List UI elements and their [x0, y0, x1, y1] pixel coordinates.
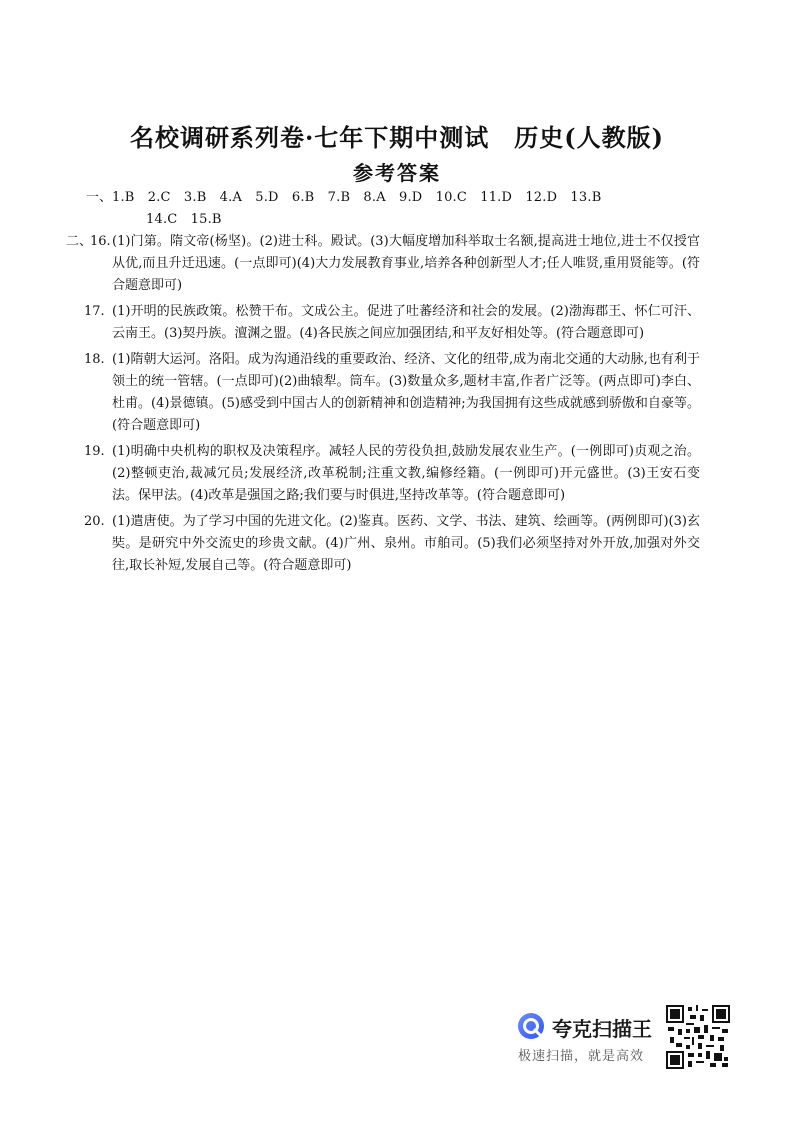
- brand-name: 夸克扫描王: [552, 1017, 652, 1041]
- answer-item: [84, 511, 700, 577]
- section-number: 一、: [85, 190, 112, 205]
- answer-item: [84, 441, 700, 507]
- answer-item: [84, 301, 700, 345]
- answer-text: (1)遣唐使。为了学习中国的先进文化。(2)鉴真。医药、文学、书法、建筑、绘画等。(两例即可)(3)玄奘。是研究中外交流史的珍贵文献。(4)广州、泉州。市舶司。(5)我们必须坚持对外开放,加强对外交往,取长补短,发展自己等。(符合题意即可): [112, 514, 700, 573]
- section-two: [65, 231, 700, 577]
- answer-text: (1)门第。隋文帝(杨坚)。(2)进士科。殿试。(3)大幅度增加科举取士名额,提高进士地位,进士不仅授官从优,而且升迁迅速。(一点即可)(4)大力发展教育事业,培养各种创新型人才;任人唯贤,重用贤能等。(符合题意即可): [112, 234, 700, 293]
- page-subtitle: 参考答案: [353, 161, 441, 185]
- answer-text: (1)开明的民族政策。松赞干布。文成公主。促进了吐蕃经济和社会的发展。(2)渤海郡王、怀仁可汗、云南王。(3)契丹族。澶渊之盟。(4)各民族之间应加强团结,和平友好相处等。(符合题意即可): [112, 304, 700, 341]
- question-number: 20.: [84, 514, 105, 529]
- section-one: [85, 187, 700, 231]
- answer-list: [65, 187, 700, 581]
- question-number: 19.: [84, 444, 105, 459]
- brand-slogan: 极速扫描，就是高效: [518, 1049, 645, 1064]
- page-title: 名校调研系列卷·七年下期中测试 历史(人教版): [129, 123, 665, 152]
- question-number: 16.: [90, 234, 111, 249]
- section-number: 二、: [65, 234, 92, 249]
- scanner-watermark: [514, 1005, 734, 1071]
- answer-text: (1)隋朝大运河。洛阳。成为沟通沿线的重要政治、经济、文化的纽带,成为南北交通的大动脉,也有利于领土的统一管辖。(一点即可)(2)曲辕犁。筒车。(3)数量众多,题材丰富,作者广泛等。(两点即可)李白、杜甫。(4)景德镇。(5)感受到中国古人的创新精神和创造精神;为我国拥有这些成就感到骄傲和自豪等。(符合题意即可): [112, 352, 700, 433]
- quark-logo-icon: [516, 1011, 546, 1041]
- question-number: 17.: [84, 304, 105, 319]
- answer-item: [84, 349, 700, 437]
- choice-answers-line-2: 14.C 15.B: [146, 212, 222, 227]
- choice-answers-line-1: 1.B 2.C 3.B 4.A 5.D 6.B 7.B 8.A 9.D 10.C 11.D 12.D 13.B: [112, 190, 602, 205]
- answer-item: [65, 231, 700, 297]
- question-number: 18.: [84, 352, 105, 367]
- qr-code-icon: [666, 1005, 730, 1069]
- answer-text: (1)明确中央机构的职权及决策程序。减轻人民的劳役负担,鼓励发展农业生产。(一例即可)贞观之治。(2)整顿吏治,裁减冗员;发展经济,改革税制;注重文教,编修经籍。(一例即可)开元盛世。(3)王安石变法。保甲法。(4)改革是强国之路;我们要与时俱进,坚持改革等。(符合题意即可): [112, 444, 700, 503]
